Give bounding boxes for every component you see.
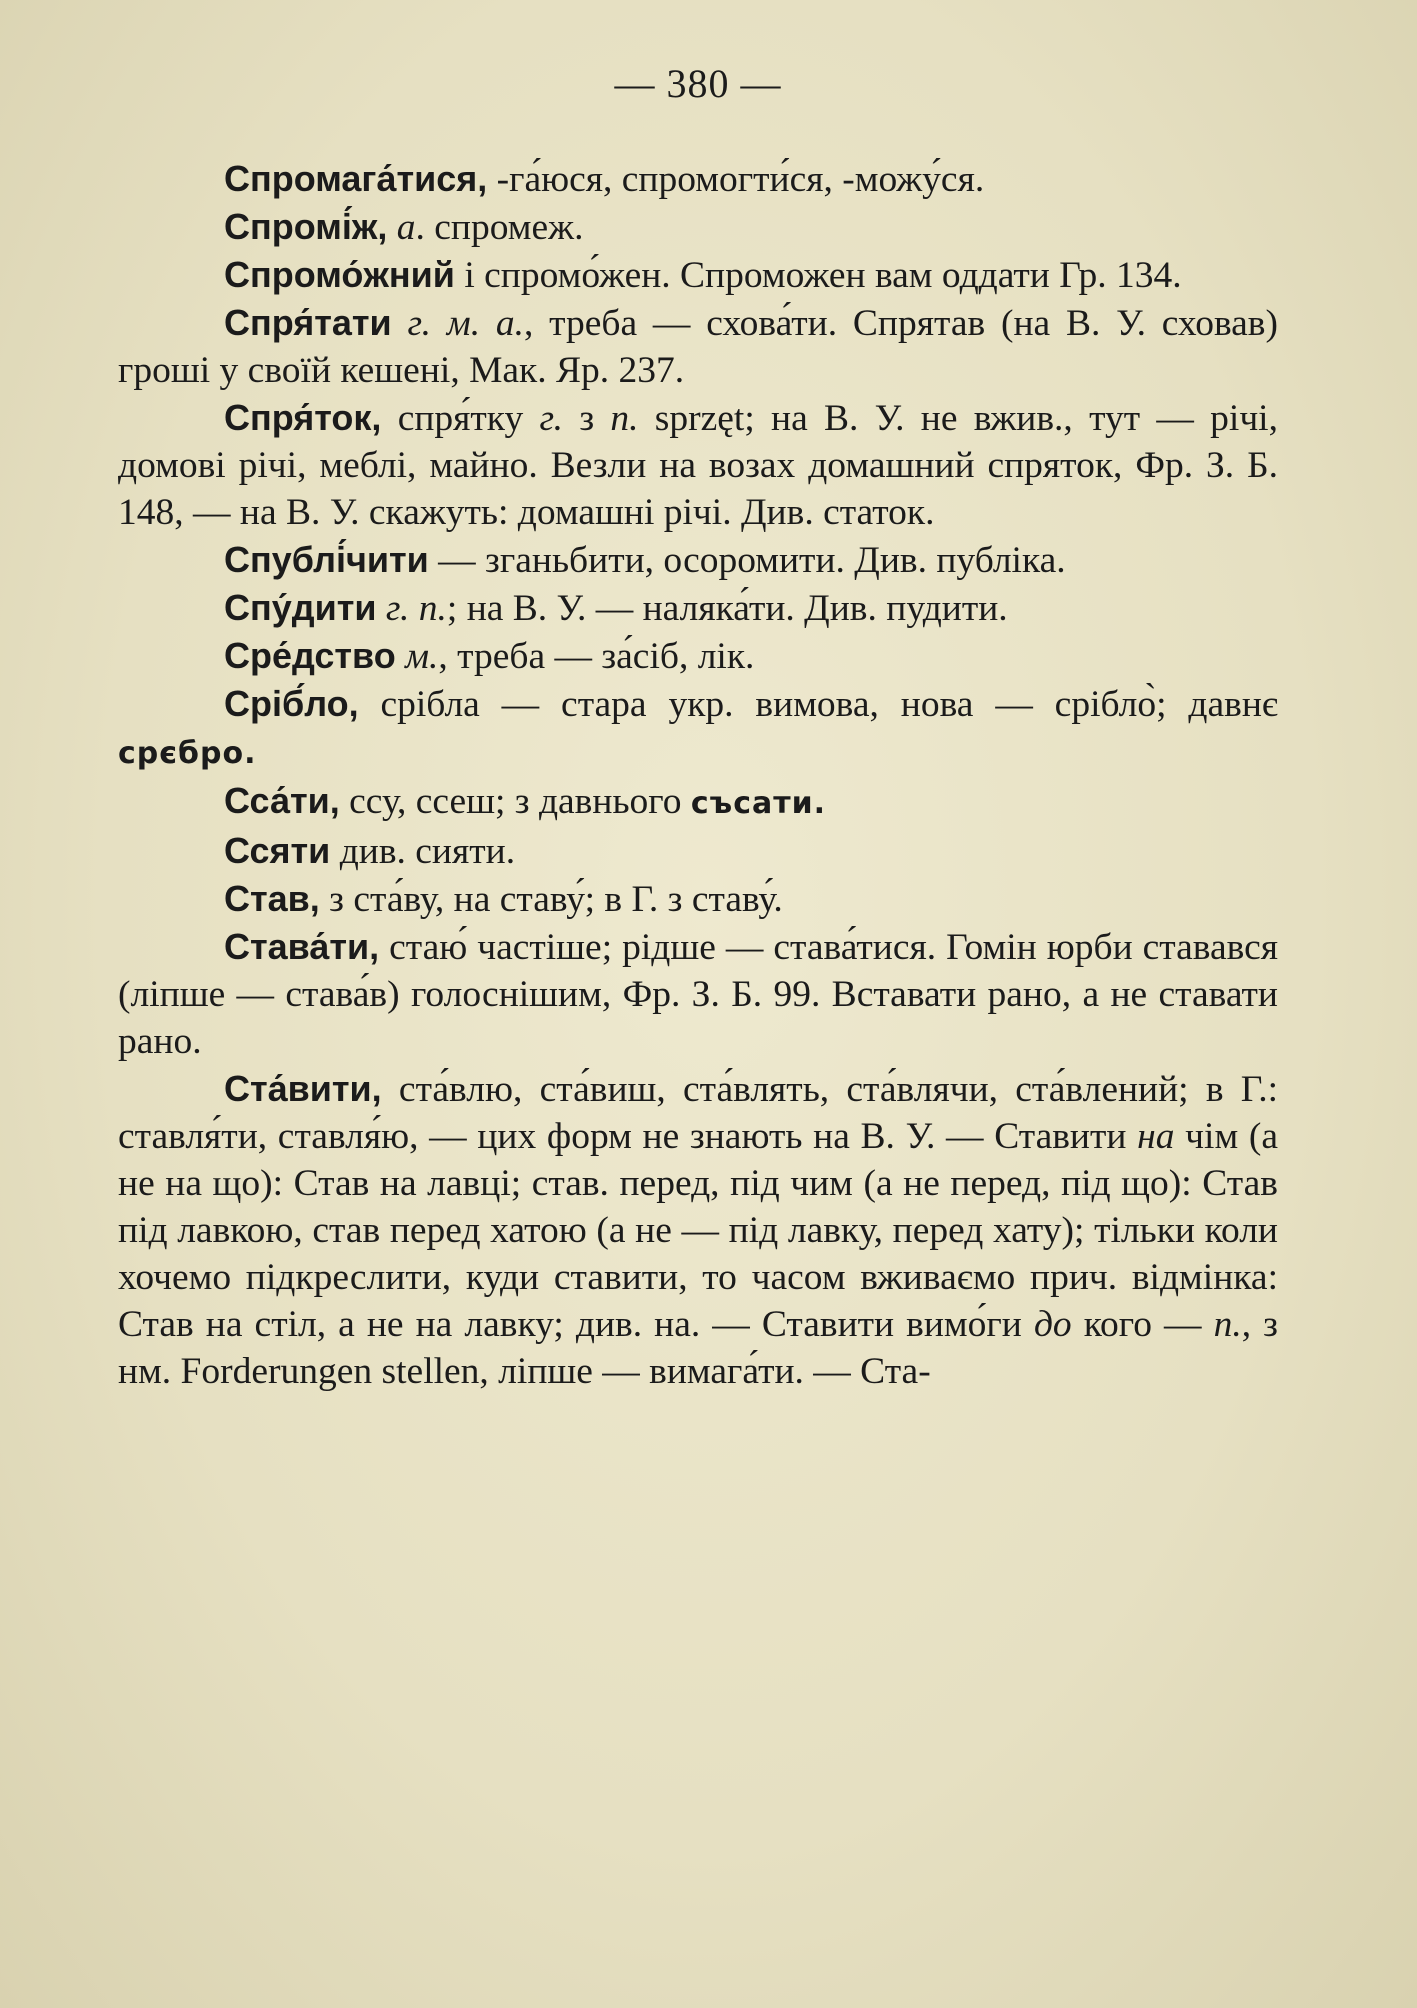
entry-sredstvo — [118, 632, 1278, 680]
entry-sprominzh — [118, 203, 1278, 251]
entry-text: ста́влю, ста́виш, ста́влять, ста́влячи, ста́влений; в Г.: ставля́ти, ставля́ю, — цих форм не знають на В. У. — Ставити — [118, 1069, 1278, 1157]
headword: Спря́ток, — [224, 397, 382, 438]
dictionary-page — [118, 60, 1278, 1395]
entry-text: і спромо́жен. Спроможен вам оддати Гр. 134. — [454, 255, 1182, 296]
headword: Ссяти — [224, 830, 331, 871]
old-slavonic-word: срєбро. — [118, 736, 257, 771]
grammar-label: п. — [610, 398, 639, 439]
entry-text: sprzęt; на В. У. не вжив., тут — річі, домові річі, меблі, майно. Везли на возах домашний спряток, Фр. З. Б. 148, — на В. У. скажуть: домашні річі. Див. статок. — [118, 398, 1278, 533]
headword: Става́ти, — [224, 926, 380, 967]
preposition-italic: до — [1033, 1304, 1072, 1345]
headword: Спромі́ж, — [224, 206, 388, 247]
headword: Спублі́чити — [224, 539, 429, 580]
entry-text: . спромеж. — [415, 207, 584, 248]
entry-text: ссу, ссеш; з давнього — [339, 781, 691, 822]
entry-text — [396, 636, 405, 677]
entry-text — [387, 207, 396, 248]
entry-text: спря́тку — [381, 398, 540, 439]
entry-spriatatу — [118, 299, 1278, 394]
headword: Спромага́тися, — [224, 158, 488, 199]
entry-text: , треба — схова́ти. Спрятав (на В. У. сховав) гроші у своїй кешені, Мак. Яр. 237. — [118, 303, 1278, 391]
headword: Сса́ти, — [224, 780, 340, 821]
entry-text: , треба — за́сіб, лік. — [438, 636, 755, 677]
entry-spudyty — [118, 584, 1278, 632]
entry-text: срібла — стара укр. вимова, нова — срібло̀; давнє — [358, 684, 1278, 725]
headword: Став, — [224, 878, 320, 919]
entry-sriblo — [118, 680, 1278, 777]
entry-text: з ста́ву, на ставу́; в Г. з ставу́. — [319, 879, 783, 920]
entry-text: з — [563, 398, 611, 439]
entry-stavaty — [118, 923, 1278, 1065]
entry-text: , з нм. Forderungen stellen, ліпше — вимага́ти. — Ста- — [118, 1304, 1278, 1392]
headword: Спу́дити — [224, 587, 377, 628]
entry-text: стаю́ частіше; рідше — става́тися. Гомін юрби ставався (ліпше — става́в) голоснішим, Фр. З. Б. 99. Вставати рано, а не ставати рано. — [118, 927, 1278, 1062]
entry-spromahatysia — [118, 155, 1278, 203]
grammar-label: г. — [539, 398, 564, 439]
entry-text: — зганьбити, осоромити. Див. публіка. — [428, 540, 1066, 581]
grammar-label: г. м. а. — [407, 303, 524, 344]
entry-spriatok — [118, 394, 1278, 536]
entry-spromozhnyi — [118, 251, 1278, 299]
entry-spublichyty — [118, 536, 1278, 584]
grammar-label: а — [396, 207, 416, 248]
grammar-label: г. п. — [385, 588, 447, 629]
headword: Сріб́ло, — [224, 683, 359, 724]
entry-text: чім (а не на що): Став на лавці; став. перед, під чим (а не перед, під що): Став під лавкою, став перед хатою (а не — під лавку, перед хату); тільки коли хочемо підкреслити, куди ставити, то часом вживаємо прич. відмінка: Став на стіл, а не на лавку; див. на. — Ставити вимо́ги — [118, 1116, 1278, 1345]
entry-text — [392, 303, 408, 344]
grammar-label: м. — [405, 636, 439, 677]
headword: Спромо́жний — [224, 254, 455, 295]
entry-stav — [118, 875, 1278, 923]
headword: Спря́тати — [224, 302, 392, 343]
entry-ssiaty — [118, 827, 1278, 875]
entry-text: кого — — [1071, 1304, 1214, 1345]
headword: Сре́дство — [224, 635, 396, 676]
entry-text — [377, 588, 386, 629]
preposition-italic: на — [1137, 1116, 1175, 1157]
headword: Ста́вити, — [224, 1068, 382, 1109]
entry-text: -га́юся, спромогти́ся, -можу́ся. — [487, 159, 985, 200]
old-slavonic-word: съсати. — [690, 786, 827, 821]
page-number: — 380 — — [614, 61, 782, 106]
entry-stavyty — [118, 1065, 1278, 1395]
grammar-label: п. — [1213, 1304, 1242, 1345]
entry-ssaty — [118, 777, 1278, 827]
entry-text: ; на В. У. — наляка́ти. Див. пудити. — [446, 588, 1008, 629]
entry-text: див. сияти. — [330, 831, 516, 872]
